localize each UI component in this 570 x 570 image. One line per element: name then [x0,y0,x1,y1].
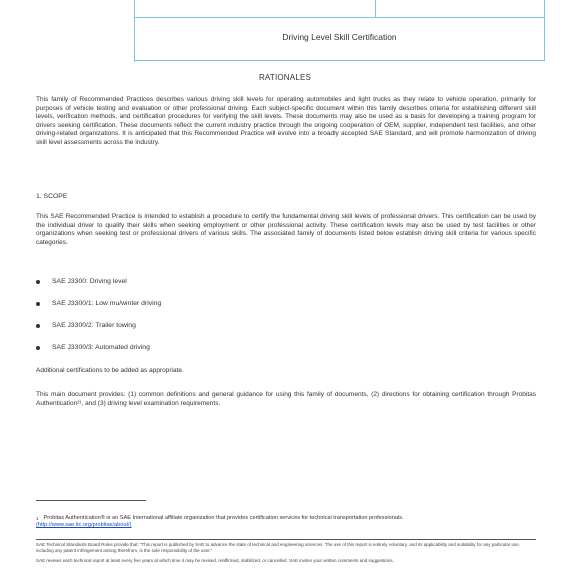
bullet-icon [36,324,40,328]
rationale-paragraph: This family of Recommended Practices describes various driving skill levels for operating automobiles and light trucks as they relate to vehicle operation, primarily for purposes of vehicle testing and evaluation or other professional driving. Each subject-specific document within this family describes criteria for establishing different skill levels, verification methods, and certification procedures for verifying the skill levels. These documents may also be used as a basis for developing a training program for drivers seeking certification. These documents reflect the current industry practice through the ongoing cooperation of OEM, supplier, independent test facilities, and other driving-related organizations. It is anticipated that this Recommended Practice will evolve into a broadly accepted SAE Standard, and will promote harmonization of driving skill level assessments across the industry. [36,96,536,146]
bullet-icon [36,302,40,306]
header-cell-divider [544,0,545,17]
document-title: Driving Level Skill Certification [282,32,397,42]
list-item [36,322,536,344]
list-item-label: SAE J3300/2: Trailer towing [52,322,136,329]
main-document-text: This main document provides: (1) common definitions and general guidance for using this family of documents, (2) directions for obtaining certification through Probitas Authentication²¹, and (3) driving level examination requirements. [36,391,536,407]
header-table [134,0,545,62]
footnote-link[interactable]: (http://www.sae.itc.org/probitas/about/) [36,522,132,528]
review-notice: SAE reviews each technical report at least every five years at which time it may be revised, reaffirmed, stabilized, or cancelled. SAE invites your written comments and suggestions. [36,558,394,563]
footnote [36,515,536,529]
list-item-label: SAE J3300/1: Low mu/winter driving [52,300,162,307]
list-item [36,300,536,322]
header-top-row [135,0,545,18]
scope-heading: 1. SCOPE [36,193,68,200]
footnote-divider [36,500,146,501]
document-family-list [36,278,536,366]
standards-board-notice: SAE Technical Standards Board Rules provide that: “This report is published by SAE to advance the state of technical and engineering sciences. The use of this report is entirely voluntary, and its applicability and suitability for any particular use, including any patent infringement arising therefrom, is the sole responsibility of the user.” [36,539,536,553]
scope-paragraph: This SAE Recommended Practice is intended to establish a procedure to certify the fundamental driving skill levels of professional drivers. This certification can be used by the individual driver to qualify their skills when seeking employment or other professional activity. These certification levels may also be used by test facilities or other organizations when seeking test or professional drivers of various skills. The associated family of documents listed below establish driving skill criteria for various specific categories. [36,213,536,246]
rationale-heading: RATIONALES [258,73,312,82]
list-item-label: SAE J3300/3: Automated driving [52,344,150,351]
bullet-icon [36,280,40,284]
footnote-text: Probitas Authentication® is an SAE International affiliate organization that provides certification services for technical transportation professionals. [43,515,404,521]
list-item-label: SAE J3300: Driving level [52,278,127,285]
list-item [36,278,536,300]
header-title-row [135,18,545,61]
footnote-marker: 1 [36,516,39,521]
header-cell-divider [375,0,376,17]
bullet-icon [36,346,40,350]
additional-certifications-text: Additional certifications to be added as appropriate. [36,367,184,374]
list-item [36,344,536,366]
